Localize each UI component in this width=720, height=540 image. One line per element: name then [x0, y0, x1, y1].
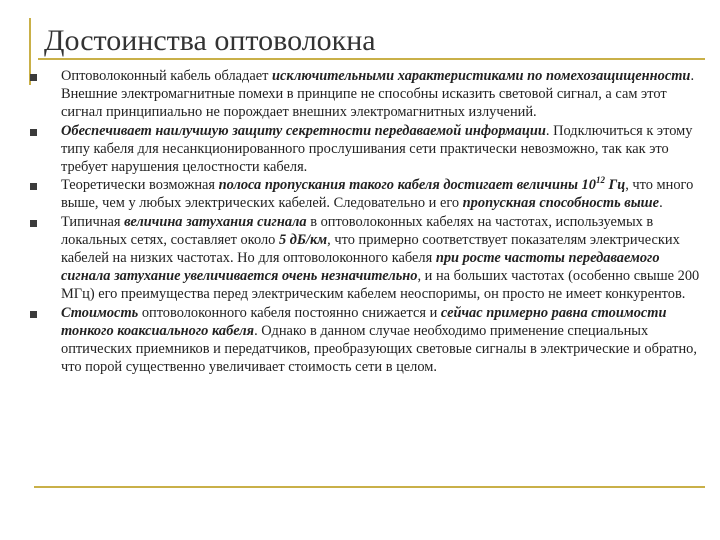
text-run: Теоретически возможная — [61, 177, 219, 194]
emphasis-text: при росте частоты передаваемого сигнала затухание увеличивается очень незначительно — [61, 250, 660, 285]
text-run: Оптоволоконный кабель обладает — [61, 68, 273, 84]
square-bullet-icon — [30, 220, 37, 227]
emphasis-text: исключительными характеристиками по помехозащищенности — [272, 68, 691, 84]
bullet-item — [28, 304, 708, 377]
text-run: . Подключиться к этому типу кабеля для несанкционированного прослушивания сети практически невозможно, так как это требует нарушения целостности кабеля. — [61, 122, 693, 176]
square-bullet-icon — [30, 74, 37, 81]
emphasis-text: сейчас примерно равна стоимости тонкого коаксиального кабеля — [61, 304, 667, 339]
text-run: . Внешние электромагнитные помехи в принципе не способны исказить световой сигнал, а сам этот сигнал принципиально не порождает внешних электромагнитных излучений. — [61, 68, 695, 121]
bullet-item — [28, 176, 708, 212]
square-bullet-icon — [30, 129, 37, 136]
bullet-text — [61, 177, 693, 211]
text-run: . — [659, 195, 663, 212]
text-run: , и на больших частотах (особенно свыше 200 МГц) его преимущества перед электрическим кабелем неоспоримы, он просто не имеет конкурентов. — [61, 268, 700, 303]
emphasis-text: Стоимость — [61, 304, 139, 321]
emphasis-text: 12 — [595, 175, 605, 186]
emphasis-text: 5 дБ/км — [278, 231, 328, 248]
bullet-item — [28, 122, 708, 177]
text-run: , что примерно соответствует показателям электрических кабелей на низких частотах. Но для оптоволоконного кабеля — [61, 231, 680, 267]
text-run: в оптоволоконных кабелях на частотах, используемых в локальных сетях, составляет около — [61, 213, 654, 248]
bullet-list — [28, 67, 708, 376]
emphasis-text: величина затухания сигнала — [124, 213, 307, 230]
title-underline-rule — [38, 58, 705, 60]
text-run: оптоволоконного кабеля постоянно снижается и — [138, 304, 441, 321]
emphasis-text: полоса пропускания такого кабеля достигает величины 10 — [218, 177, 596, 194]
emphasis-text: Гц — [604, 177, 626, 194]
footer-rule — [34, 486, 705, 488]
bullet-text — [61, 68, 694, 120]
bullet-item — [28, 67, 708, 122]
text-run: , что много выше, чем у любых электрических кабелей. Следовательно и его — [61, 177, 694, 212]
emphasis-text: Обеспечивает наилучшую защиту секретности передаваемой информации — [61, 122, 546, 139]
text-run: . Однако в данном случае необходимо применение специальных оптических приемников и передатчиков, преобразующих световые сигналы в электрические и обратно, что порой существенно увеличивает стоимость сети в целом. — [61, 322, 697, 376]
bullet-text — [61, 214, 699, 303]
text-run: Типичная — [61, 213, 125, 230]
slide-title: Достоинства оптоволокна — [44, 24, 376, 57]
bullet-text — [61, 123, 692, 175]
emphasis-text: пропускная способность выше — [462, 195, 660, 212]
square-bullet-icon — [30, 183, 37, 190]
bullet-text — [61, 305, 697, 376]
square-bullet-icon — [30, 311, 37, 318]
bullet-item — [28, 213, 708, 304]
superscript — [596, 175, 605, 185]
